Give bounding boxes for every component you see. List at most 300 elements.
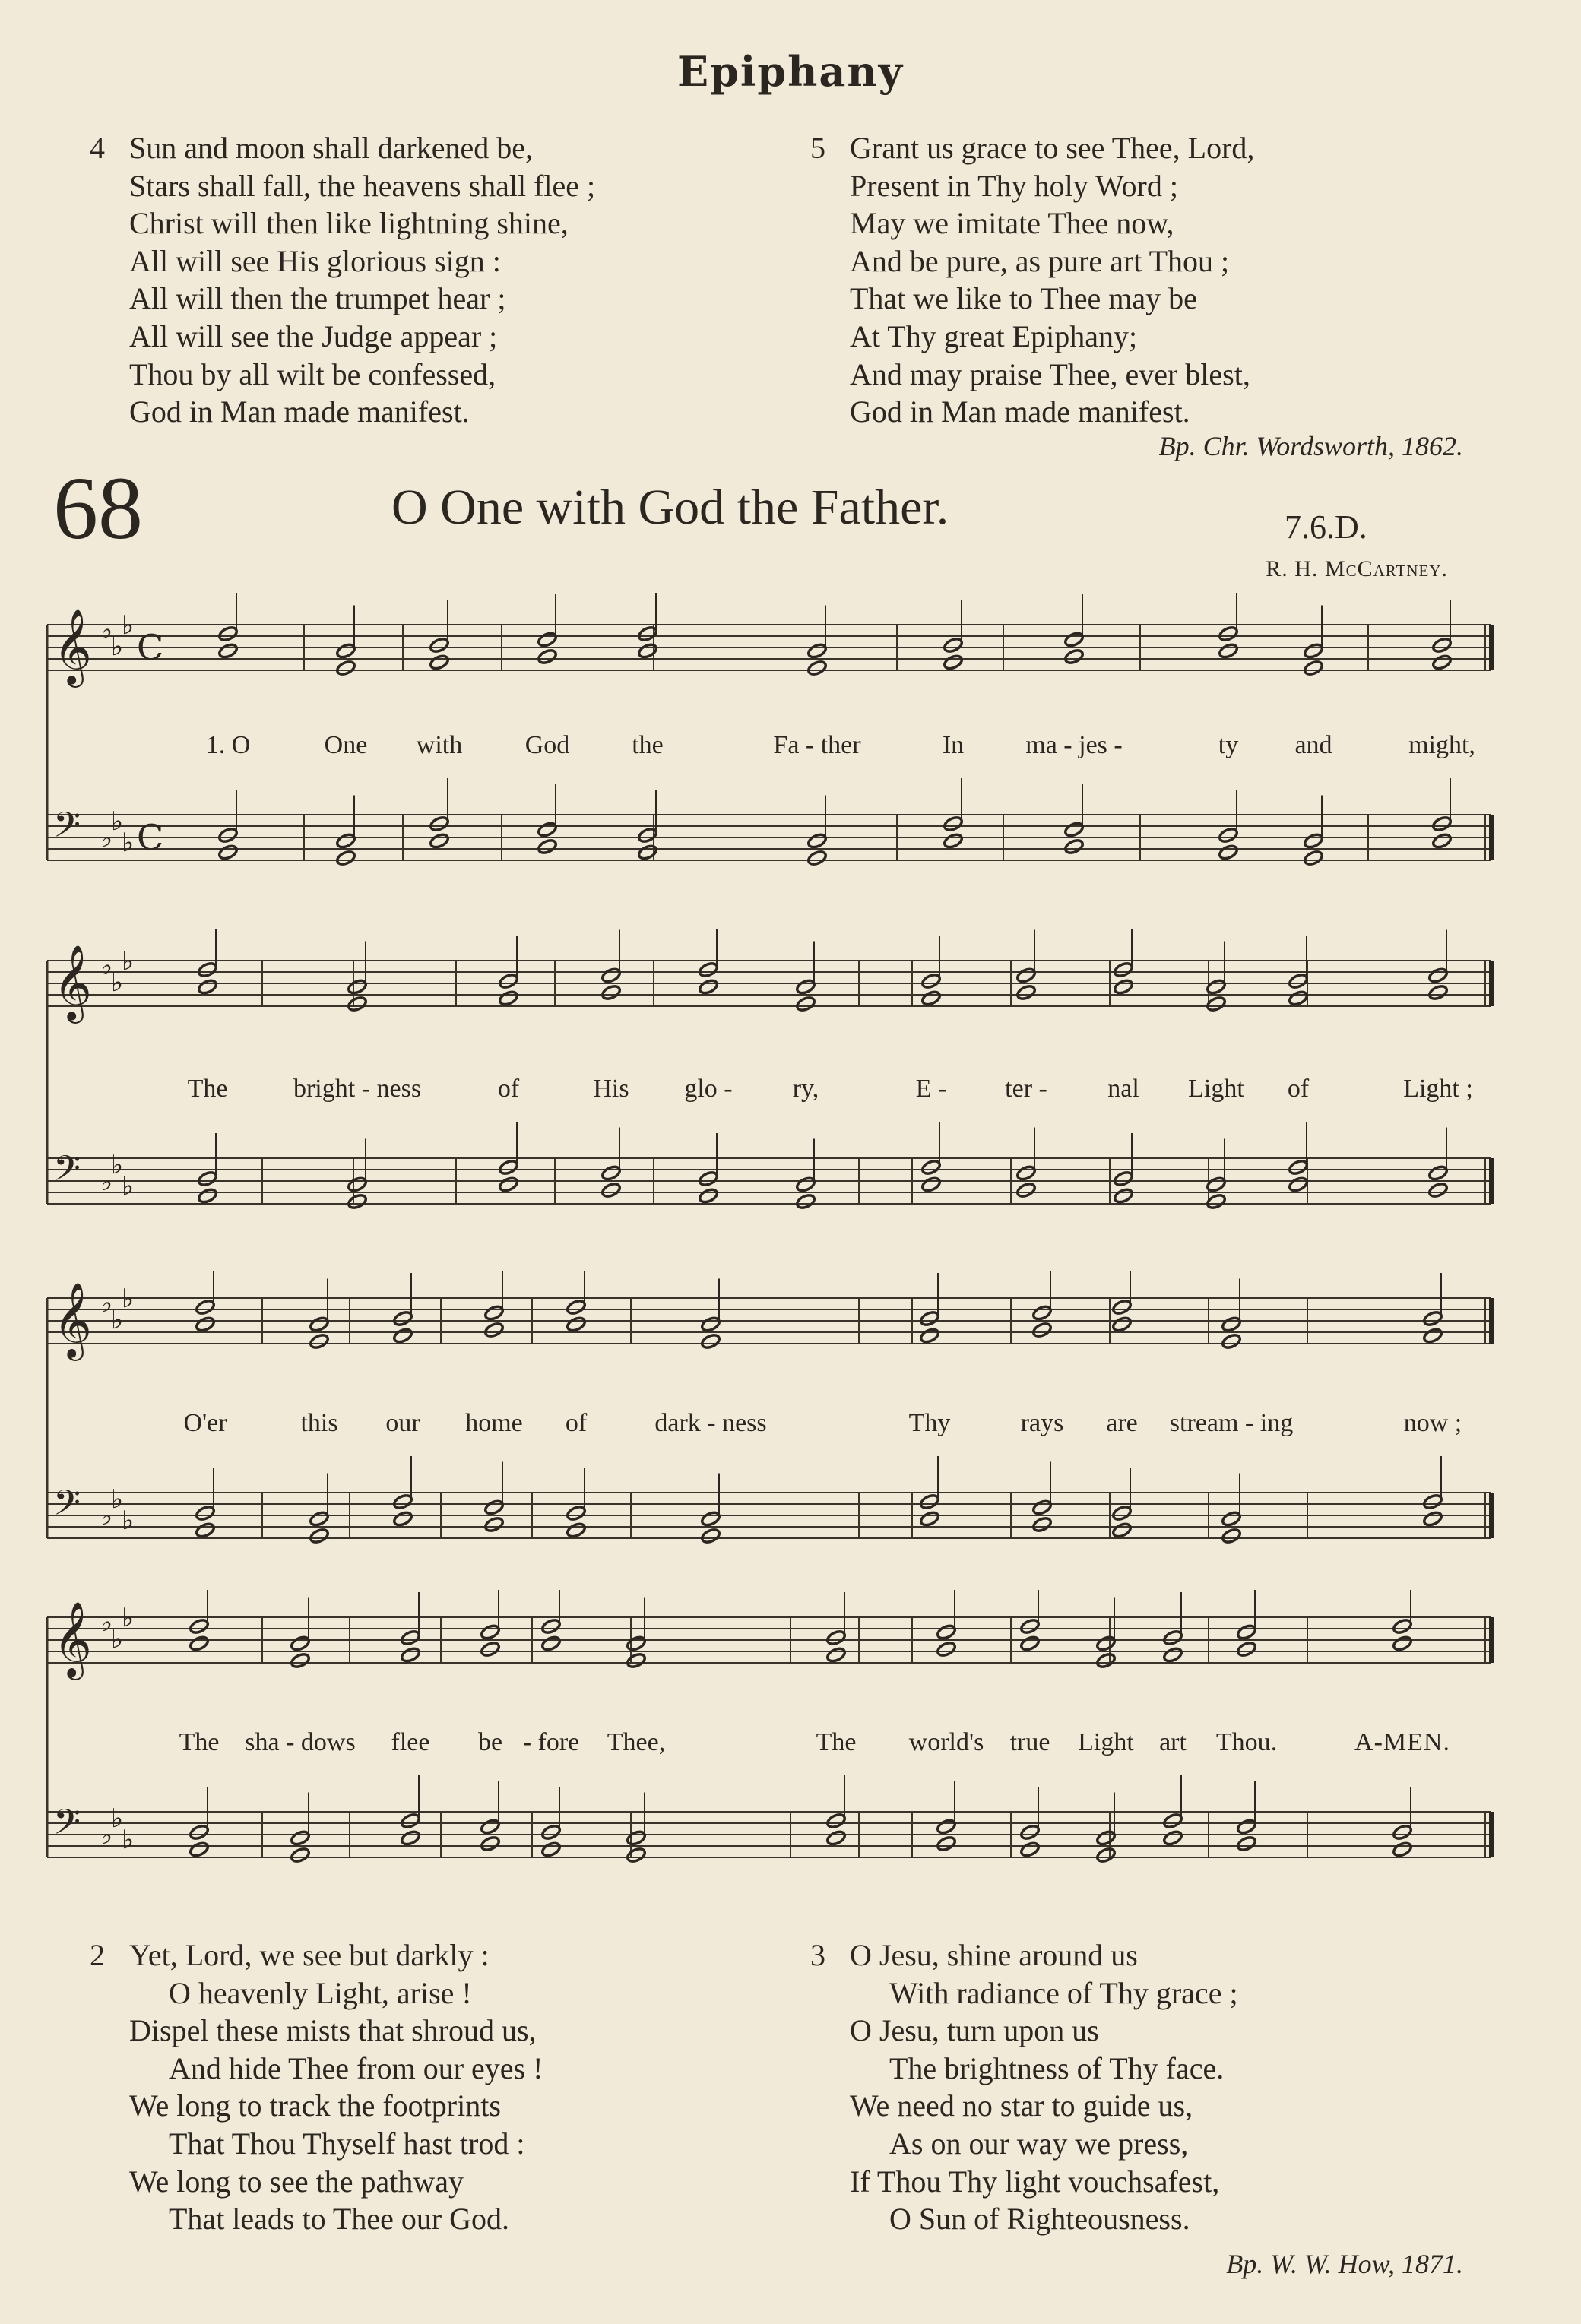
note-head (335, 850, 356, 867)
lyric-syllable: Thee, (607, 1728, 666, 1756)
note-head (392, 1510, 413, 1528)
note-head (795, 1193, 816, 1211)
lyric-syllable: A-MEN. (1354, 1728, 1450, 1756)
verse-line: And may praise Thee, ever blest, (850, 356, 1250, 391)
note-head (943, 815, 964, 833)
note-head (825, 1813, 847, 1830)
lyric-syllable: flee (391, 1728, 430, 1756)
flat-icon: ♭ (100, 1501, 113, 1531)
note-head (1431, 815, 1453, 833)
verse-line: Dispel these mists that shroud us, (129, 2013, 537, 2048)
note-head (189, 1635, 210, 1652)
note-head (1422, 1327, 1443, 1344)
note-head (1015, 1164, 1037, 1182)
treble-clef-icon: 𝄞 (53, 1282, 92, 1358)
verse-line: That we like to Thee may be (850, 281, 1197, 316)
note-head (480, 1818, 501, 1835)
note-head (920, 1176, 942, 1193)
note-head (1031, 1322, 1053, 1339)
note-head (1427, 967, 1449, 984)
note-head (1392, 1841, 1413, 1858)
lyric-syllable: God (524, 731, 570, 759)
note-head (1031, 1516, 1053, 1534)
note-head (936, 1623, 957, 1641)
note-head (540, 1824, 562, 1841)
note-head (483, 1322, 505, 1339)
note-head (1221, 1316, 1242, 1333)
bass-clef-icon: 𝄢 (53, 1802, 81, 1851)
treble-clef-icon: 𝄞 (53, 945, 92, 1021)
note-head (400, 1829, 421, 1847)
flat-icon: ♭ (100, 1167, 113, 1197)
note-head (825, 1629, 847, 1647)
note-head (600, 967, 622, 984)
hymn-meter: 7.6.D. (1285, 508, 1367, 546)
verse-line: May we imitate Thee now, (850, 206, 1174, 241)
note-head (1427, 984, 1449, 1002)
verse-line: As on our way we press, (889, 2126, 1189, 2161)
note-head (637, 625, 658, 643)
verse-number: 3 (810, 1938, 825, 1972)
verse-2 (90, 1936, 774, 2240)
lyric-syllable: of (565, 1409, 588, 1437)
note-head (1303, 832, 1324, 850)
note-head (290, 1829, 311, 1847)
note-head (806, 660, 828, 677)
verse-line: O heavenly Light, arise ! (169, 1975, 472, 2010)
note-head (197, 961, 218, 979)
flat-icon: ♭ (122, 1825, 135, 1855)
flat-icon: ♭ (122, 1506, 135, 1536)
lyric-syllable: are (1106, 1409, 1138, 1437)
note-head (480, 1835, 501, 1853)
note-head (335, 642, 356, 660)
note-head (806, 850, 828, 867)
note-head (1288, 1159, 1309, 1176)
verse-line: All will then the trumpet hear ; (129, 281, 506, 316)
music-staff-svg (0, 1271, 1581, 1590)
note-head (1111, 1505, 1133, 1522)
note-head (537, 838, 558, 856)
note-head (480, 1623, 501, 1641)
lyric-syllable: our (385, 1409, 420, 1437)
note-head (936, 1835, 957, 1853)
lyric-syllable: world's (908, 1728, 984, 1756)
verse-line: We need no star to guide us, (850, 2088, 1193, 2123)
note-head (1431, 832, 1453, 850)
note-head (392, 1493, 413, 1511)
note-head (1015, 1182, 1037, 1199)
verse-line: O Jesu, turn upon us (850, 2013, 1099, 2048)
verse-line: O Sun of Righteousness. (889, 2202, 1190, 2237)
flat-icon: ♭ (122, 828, 135, 858)
lyric-syllable: O'er (183, 1409, 227, 1437)
bass-staff (47, 815, 1491, 860)
treble-staff (47, 1617, 1491, 1663)
lyric-syllable: home (465, 1409, 523, 1437)
note-head (1095, 1847, 1117, 1864)
note-head (920, 973, 942, 990)
note-head (1422, 1510, 1443, 1528)
note-head (600, 1182, 622, 1199)
note-head (1095, 1635, 1117, 1652)
note-head (637, 844, 658, 861)
note-head (943, 832, 964, 850)
lyric-syllable: Light (1188, 1075, 1244, 1103)
note-head (1019, 1618, 1041, 1635)
verse-line: If Thou Thy light vouchsafest, (850, 2164, 1220, 2199)
note-head (700, 1510, 721, 1528)
note-head (347, 1176, 368, 1193)
note-head (1031, 1304, 1053, 1322)
hymn-composer: R. H. McCartney. (1266, 556, 1448, 581)
lyric-syllable: ma - jes - (1025, 731, 1123, 759)
lyric-syllable: the (632, 731, 664, 759)
note-head (1111, 1316, 1133, 1333)
note-head (189, 1824, 210, 1841)
note-head (309, 1510, 330, 1528)
bass-clef-icon: 𝄢 (53, 805, 81, 854)
note-head (335, 660, 356, 677)
lyric-syllable: The (187, 1075, 228, 1103)
note-head (195, 1521, 216, 1539)
note-head (698, 978, 719, 996)
music-system-2 (0, 929, 1581, 1271)
note-head (825, 1646, 847, 1664)
lyric-syllable: stream - ing (1169, 1409, 1294, 1437)
note-head (1015, 967, 1037, 984)
note-head (498, 973, 519, 990)
note-head (698, 961, 719, 979)
note-head (1392, 1618, 1413, 1635)
note-head (483, 1304, 505, 1322)
note-head (1063, 821, 1085, 838)
note-head (600, 984, 622, 1002)
note-head (1431, 654, 1453, 671)
verse-line: All will see His glorious sign : (129, 243, 501, 278)
lyric-syllable: glo - (684, 1075, 733, 1103)
lyric-syllable: might, (1408, 731, 1475, 759)
lyric-syllable: Thy (908, 1409, 951, 1437)
treble-staff (47, 1298, 1491, 1344)
note-head (936, 1818, 957, 1835)
lyric-syllable: of (497, 1075, 520, 1103)
note-head (698, 1187, 719, 1205)
lyric-syllable: Light (1078, 1728, 1134, 1756)
note-head (197, 1170, 218, 1188)
note-head (537, 648, 558, 666)
note-head (920, 989, 942, 1007)
verse-lines (850, 129, 1254, 431)
treble-staff (47, 625, 1491, 670)
note-head (347, 1193, 368, 1211)
note-head (498, 1176, 519, 1193)
note-head (1095, 1829, 1117, 1847)
note-head (637, 642, 658, 660)
note-head (540, 1635, 562, 1652)
note-head (1288, 973, 1309, 990)
music-staff-svg (0, 593, 1581, 927)
verse-5 (810, 129, 1494, 433)
note-head (1236, 1623, 1257, 1641)
note-head (700, 1316, 721, 1333)
note-head (1015, 984, 1037, 1002)
note-head (400, 1646, 421, 1664)
music-system-1 (0, 593, 1581, 927)
verse-line: All will see the Judge appear ; (129, 318, 498, 353)
note-head (1063, 838, 1085, 856)
verse-lines (850, 1936, 1238, 2238)
note-head (1392, 1635, 1413, 1652)
lyric-syllable: now ; (1403, 1409, 1462, 1437)
flat-icon: ♭ (111, 1305, 124, 1335)
note-head (1236, 1835, 1257, 1853)
flat-icon: ♭ (122, 610, 135, 641)
note-head (195, 1299, 216, 1316)
verse-line: Grant us grace to see Thee, Lord, (850, 131, 1255, 165)
note-head (566, 1505, 587, 1522)
note-head (626, 1635, 647, 1652)
note-head (197, 978, 218, 996)
note-head (1221, 1528, 1242, 1545)
lyric-syllable: E - (915, 1075, 947, 1103)
flat-icon: ♭ (122, 1284, 135, 1314)
note-head (1162, 1629, 1183, 1647)
note-head (197, 1187, 218, 1205)
note-head (290, 1847, 311, 1864)
flat-icon: ♭ (111, 1150, 124, 1180)
note-head (1019, 1841, 1041, 1858)
attribution-how: Bp. W. W. How, 1871. (1226, 2249, 1463, 2279)
note-head (566, 1299, 587, 1316)
verse-line: Yet, Lord, we see but darkly : (129, 1938, 490, 1972)
note-head (919, 1310, 940, 1328)
verse-line: O Jesu, shine around us (850, 1938, 1138, 1972)
verse-3 (810, 1936, 1494, 2240)
music-staff-svg (0, 929, 1581, 1271)
flat-icon: ♭ (111, 1484, 124, 1515)
lyric-syllable: Fa - ther (773, 731, 861, 759)
bass-staff (47, 1812, 1491, 1857)
lyric-syllable: sha - dows (245, 1728, 356, 1756)
note-head (795, 978, 816, 996)
flat-icon: ♭ (100, 1288, 113, 1319)
attribution-wordsworth: Bp. Chr. Wordsworth, 1862. (1158, 431, 1463, 461)
note-head (1303, 642, 1324, 660)
flat-icon: ♭ (100, 1820, 113, 1851)
note-head (1221, 1510, 1242, 1528)
note-head (1427, 1182, 1449, 1199)
note-head (1288, 989, 1309, 1007)
verse-line: Christ will then like lightning shine, (129, 206, 569, 241)
note-head (626, 1847, 647, 1864)
verse-line: At Thy great Epiphany; (850, 318, 1138, 353)
note-head (217, 642, 239, 660)
note-head (919, 1327, 940, 1344)
hymn-title: O One with God the Father. (391, 480, 949, 535)
note-head (290, 1652, 311, 1670)
music-system-3 (0, 1271, 1581, 1590)
lyric-syllable: 1. O (205, 731, 251, 759)
note-head (1113, 978, 1134, 996)
flat-icon: ♭ (122, 946, 135, 977)
note-head (1162, 1646, 1183, 1664)
note-head (347, 978, 368, 996)
lyric-syllable: with (416, 731, 463, 759)
note-head (700, 1333, 721, 1350)
note-head (335, 832, 356, 850)
note-head (626, 1829, 647, 1847)
note-head (540, 1841, 562, 1858)
flat-icon: ♭ (122, 1603, 135, 1633)
note-head (480, 1641, 501, 1658)
note-head (217, 827, 239, 844)
bass-staff (47, 1158, 1491, 1204)
note-head (626, 1652, 647, 1670)
note-head (566, 1521, 587, 1539)
lyric-syllable: One (324, 731, 368, 759)
verse-lines (129, 1936, 543, 2238)
note-head (1218, 844, 1239, 861)
note-head (1063, 648, 1085, 666)
verse-number: 2 (90, 1938, 105, 1972)
note-head (429, 637, 450, 654)
flat-icon: ♭ (100, 951, 113, 981)
note-head (498, 1159, 519, 1176)
lyric-syllable: The (179, 1728, 220, 1756)
note-head (600, 1164, 622, 1182)
verse-line: Present in Thy holy Word ; (850, 168, 1178, 203)
hymn-number: 68 (53, 458, 143, 558)
note-head (1431, 637, 1453, 654)
lyric-syllable: be (477, 1728, 503, 1756)
lyric-syllable: bright - ness (293, 1075, 422, 1103)
note-head (1113, 1187, 1134, 1205)
note-head (919, 1510, 940, 1528)
note-head (309, 1333, 330, 1350)
note-head (1236, 1818, 1257, 1835)
note-head (806, 642, 828, 660)
flat-icon: ♭ (100, 1607, 113, 1638)
verse-line: God in Man made manifest. (129, 394, 470, 429)
verse-line: We long to track the footprints (129, 2088, 501, 2123)
note-head (309, 1528, 330, 1545)
treble-clef-icon: 𝄞 (53, 1601, 92, 1677)
flat-icon: ♭ (111, 1803, 124, 1834)
note-head (1019, 1824, 1041, 1841)
verse-line: We long to see the pathway (129, 2164, 464, 2199)
flat-icon: ♭ (122, 1171, 135, 1202)
lyric-syllable: Light ; (1403, 1075, 1473, 1103)
flat-icon: ♭ (111, 1624, 124, 1654)
lyric-syllable: and (1294, 731, 1332, 759)
note-head (919, 1493, 940, 1511)
note-head (1162, 1829, 1183, 1847)
lyric-syllable: In (942, 731, 965, 759)
bass-clef-icon: 𝄢 (53, 1148, 81, 1198)
note-head (1221, 1333, 1242, 1350)
note-head (195, 1316, 216, 1333)
note-head (1427, 1164, 1449, 1182)
verse-line: And hide Thee from our eyes ! (169, 2050, 543, 2085)
lyric-syllable: His (593, 1075, 629, 1103)
note-head (698, 1170, 719, 1188)
note-head (217, 844, 239, 861)
music-system-4 (0, 1590, 1581, 1917)
verse-line: And be pure, as pure art Thou ; (850, 243, 1230, 278)
note-head (566, 1316, 587, 1333)
lyric-syllable: rays (1020, 1409, 1064, 1437)
bass-clef-icon: 𝄢 (53, 1483, 81, 1532)
note-head (429, 815, 450, 833)
note-head (795, 1176, 816, 1193)
note-head (1392, 1824, 1413, 1841)
treble-staff (47, 961, 1491, 1006)
note-head (1095, 1652, 1117, 1670)
lyric-syllable: true (1009, 1728, 1050, 1756)
verse-line: Thou by all wilt be confessed, (129, 356, 496, 391)
note-head (1162, 1813, 1183, 1830)
note-head (936, 1641, 957, 1658)
note-head (1063, 631, 1085, 648)
note-head (498, 989, 519, 1007)
note-head (400, 1629, 421, 1647)
note-head (483, 1499, 505, 1516)
verse-line: Stars shall fall, the heavens shall flee ; (129, 168, 596, 203)
note-head (1303, 660, 1324, 677)
note-head (483, 1516, 505, 1534)
note-head (1113, 961, 1134, 979)
flat-icon: ♭ (111, 967, 124, 998)
lyric-syllable: of (1287, 1075, 1310, 1103)
lyric-syllable: - fore (522, 1728, 580, 1756)
verse-lines (129, 129, 595, 431)
note-head (1019, 1635, 1041, 1652)
time-signature-icon: C (137, 627, 164, 668)
note-head (347, 996, 368, 1013)
note-head (537, 631, 558, 648)
note-head (806, 832, 828, 850)
note-head (1422, 1493, 1443, 1511)
note-head (700, 1528, 721, 1545)
time-signature-icon: C (137, 817, 164, 858)
lyric-syllable: The (816, 1728, 857, 1756)
verse-line: With radiance of Thy grace ; (889, 1975, 1238, 2010)
note-head (943, 637, 964, 654)
verse-line: God in Man made manifest. (850, 394, 1190, 429)
verse-line: Sun and moon shall darkened be, (129, 131, 533, 165)
verse-line: That Thou Thyself hast trod : (169, 2126, 525, 2161)
lyric-syllable: dark - ness (654, 1409, 767, 1437)
verse-number: 5 (810, 131, 825, 165)
note-head (1422, 1310, 1443, 1328)
lyric-syllable: ry, (792, 1075, 819, 1103)
note-head (1303, 850, 1324, 867)
note-head (392, 1327, 413, 1344)
verse-number: 4 (90, 131, 105, 165)
note-head (943, 654, 964, 671)
note-head (429, 654, 450, 671)
verse-line: The brightness of Thy face. (889, 2050, 1225, 2085)
note-head (217, 625, 239, 643)
flat-icon: ♭ (100, 615, 113, 645)
note-head (825, 1829, 847, 1847)
verse-4 (90, 129, 774, 433)
lyric-syllable: ty (1218, 731, 1239, 759)
lyric-syllable: art (1159, 1728, 1187, 1756)
note-head (400, 1813, 421, 1830)
note-head (309, 1316, 330, 1333)
